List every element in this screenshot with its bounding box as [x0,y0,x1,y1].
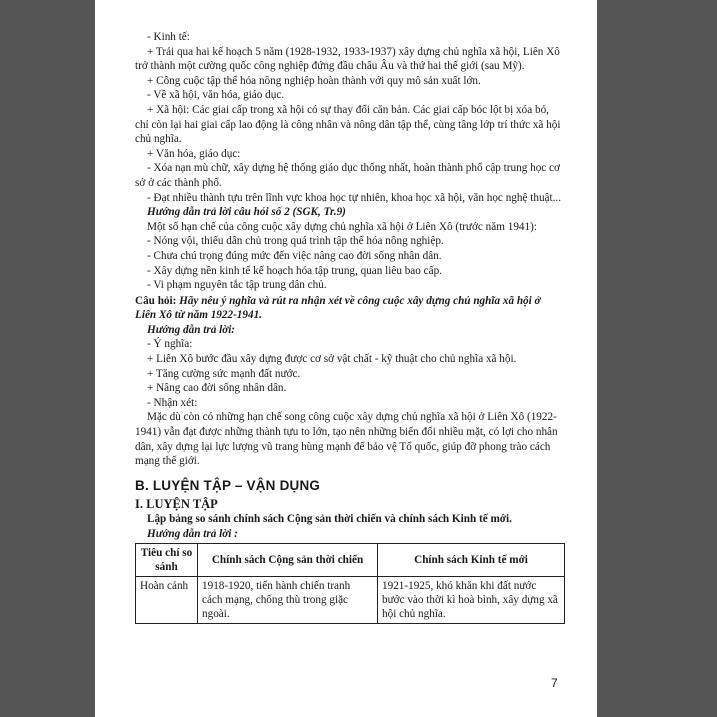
table-header-cell: Chính sách Cộng sản thời chiến [198,544,378,577]
section-i-heading: I. LUYỆN TẬP [135,497,218,512]
text-line: - Về xã hội, văn hóa, giáo dục. [147,89,285,102]
left-dark-margin [0,0,95,717]
text-line: - Vi phạm nguyên tắc tập trung dân chủ. [147,279,327,292]
document-page [95,0,597,717]
task-answer-heading: Hướng dẫn trả lời : [147,527,238,540]
table-cell: 1921-1925, khó khăn khi đất nước bước vào thời kì hoà bình, xây dựng xã hội chủ nghĩa. [378,577,565,624]
text-line: - Nhận xét: [147,396,198,409]
text-line: + Tăng cường sức mạnh đất nước. [147,367,301,380]
page-number: 7 [551,676,558,690]
table-header-cell: Tiêu chí so sánh [136,544,198,577]
question-text: Hãy nêu ý nghĩa và rút ra nhận xét về công cuộc xây dựng chủ nghĩa xã hội ở Liên Xô từ năm 1922-1941. [135,294,541,322]
text-line: - Chưa chú trọng đúng mức đến việc nâng cao đời sống nhân dân. [147,249,442,262]
table-cell: Hoàn cảnh [136,577,198,624]
question-line [135,294,563,323]
text-line: + Liên Xô bước đầu xây dựng được cơ sở vật chất - kỹ thuật cho chủ nghĩa xã hội. [147,353,517,366]
text-line: Mặc dù còn có những hạn chế song công cuộc xây dựng chủ nghĩa xã hội ở Liên Xô (1922-1941) vẫn đạt được những thành tựu to lớn, tạo nên những biến đổi nhiều mặt, có lợi cho nhân dân, xây dựng lại lực lượng vũ trang hùng mạnh để bảo vệ Tổ quốc, giúp đỡ phong trào cách mạng thế giới. [135,411,558,468]
comparison-table [135,543,565,624]
task-text: Lập bảng so sánh chính sách Cộng sản thời chiến và chính sách Kinh tế mới. [147,513,512,525]
table-header-cell: Chính sách Kinh tế mới [378,544,565,577]
text-line: + Trải qua hai kế hoạch 5 năm (1928-1932, 1933-1937) xây dựng chủ nghĩa xã hội, Liên Xô trở thành một cường quốc công nghiệp đứng đầu châu Âu và thứ hai thế giới (sau Mỹ). [135,45,560,73]
section-b-heading: B. LUYỆN TẬP – VẬN DỤNG [135,477,321,493]
text-line: - Kinh tế: [147,31,190,43]
answer-heading: Hướng dẫn trả lời: [147,323,236,336]
text-line: + Công cuộc tập thể hóa nông nghiệp hoàn thành với quy mô sản xuất lớn. [147,74,481,87]
text-line: Một số hạn chế của công cuộc xây dựng chủ nghĩa xã hội ở Liên Xô (trước năm 1941): [147,220,537,233]
text-line: - Xây dựng nền kinh tế kế hoạch hóa tập trung, quan liêu bao cấp. [147,264,442,277]
text-line: - Xóa nạn mù chữ, xây dựng hệ thống giáo dục thống nhất, hoàn thành phổ cập trung học cơ sở ở các thành phố. [135,162,560,189]
text-line: - Nóng vội, thiếu dân chủ trong quá trình tập thể hóa nông nghiệp. [147,235,444,248]
paragraph-group-1 [135,30,563,293]
text-line: + Xã hội: Các giai cấp trong xã hội có sự thay đổi căn bản. Các giai cấp bóc lột bị xóa bỏ, chỉ còn lại hai giai cấp lao động là công nhân và nông dân tập thể, cùng tầng lớp trí thức xã hội chủ nghĩa. [135,103,561,146]
text-line: - Ý nghĩa: [147,338,193,351]
text-line: + Nâng cao đời sống nhân dân. [147,382,287,395]
paragraph-group-2 [135,337,563,468]
table-header-row [136,544,565,577]
question-label: Câu hỏi: [135,294,177,307]
text-line: + Văn hóa, giáo dục: [147,147,241,160]
table-row [136,577,565,624]
right-dark-margin [597,0,717,717]
subheading: Hướng dẫn trả lời câu hỏi số 2 (SGK, Tr.9) [147,206,346,219]
text-line: - Đạt nhiều thành tựu trên lĩnh vực khoa học tự nhiên, khoa học xã hội, văn học nghệ thuật... [147,191,562,204]
page-content [135,30,563,624]
table-cell: 1918-1920, tiến hành chiến tranh cách mạng, chống thù trong giặc ngoài. [198,577,378,624]
